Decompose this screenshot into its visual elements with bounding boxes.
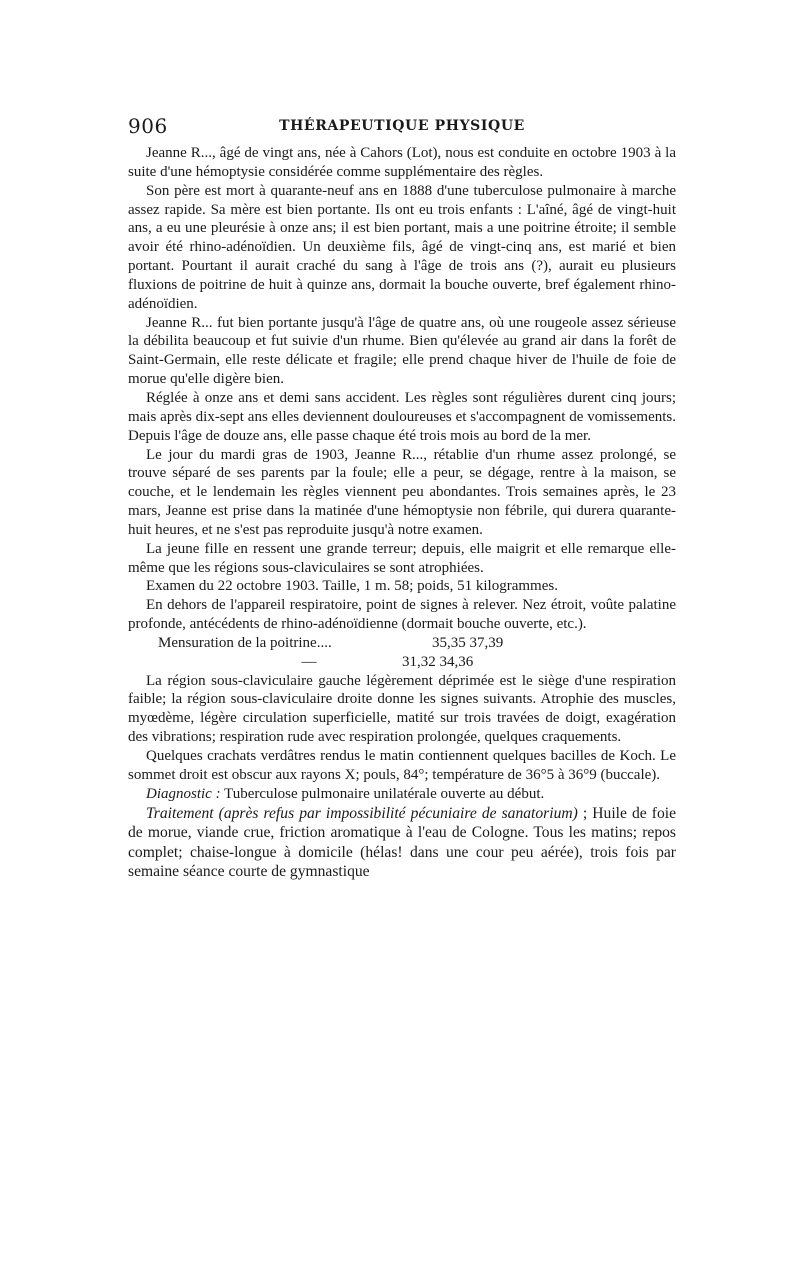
paragraph-terror: La jeune fille en ressent une grande terreur; depuis, elle maigrit et elle remarque elle-même que les régions sous-claviculaires se sont atrophiées.: [128, 540, 676, 576]
paragraph-menses: Réglée à onze ans et demi sans accident. Les règles sont régulières durent cinq jours; mais après dix-sept ans elles deviennent douloureuses et s'accompagnent de vomissements. Depuis l'âge de douze ans, elle passe chaque été trois mois au bord de la mer.: [128, 389, 676, 444]
paragraph-diagnostic: [128, 785, 676, 804]
diagnostic-text: Tuberculose pulmonaire unilatérale ouverte au début.: [220, 785, 545, 802]
paragraph-childhood: Jeanne R... fut bien portante jusqu'à l'âge de quatre ans, où une rougeole assez sérieuse la débilita beaucoup et fut suivie d'un rhume. Bien qu'élevée au grand air dans la forêt de Saint-Germain, elle reste délicate et fragile; elle prend chaque hiver de l'huile de foie de morue qu'elle digère bien.: [128, 314, 676, 388]
paragraph-exam-findings: En dehors de l'appareil respiratoire, point de signes à relever. Nez étroit, voûte palatine profonde, antécédents de rhino-adénoïdienne (dormait bouche ouverte, etc.).: [128, 597, 676, 633]
measurement-label: Mensuration de la poitrine....: [158, 634, 332, 651]
measurement-values-2: 31,32 34,36: [402, 653, 474, 670]
paragraph-exam-date: Examen du 22 octobre 1903. Taille, 1 m. 58; poids, 51 kilogrammes.: [146, 578, 558, 595]
measurement-row-1: [128, 634, 676, 653]
paragraph-onset: Le jour du mardi gras de 1903, Jeanne R..., rétablie d'un rhume assez prolongé, se trouve séparé de ses parents par la foule; elle a peur, se dégage, rentre à la maison, se couche, et le lendemain les règles viennent peu abondantes. Trois semaines après, le 23 mars, Jeanne est prise dans la matinée d'une hémoptysie non fébrile, qui durera quarante-huit heures, et ne s'est pas reproduite jusqu'à notre examen.: [128, 446, 676, 538]
measurement-row-2: [128, 653, 676, 672]
paragraph-treatment: [128, 804, 676, 882]
measurement-ditto-dash: —: [301, 653, 317, 670]
body-text: [128, 144, 676, 882]
running-title: THÉRAPEUTIQUE PHYSIQUE: [279, 118, 525, 134]
page-header: [128, 100, 676, 144]
treatment-text: ; Huile de foie de morue, viande crue, friction aromatique à l'eau de Cologne. Tous les matins; repos complet; chaise-longue à domicile (hélas! dans une cour peu aérée), trois fois par semaine séance courte de gymnastique: [128, 804, 676, 881]
paragraph-auscultation: La région sous-claviculaire gauche légèrement déprimée est le siège d'une respiration faible; la région sous-claviculaire droite donne les signes suivants. Atrophie des muscles, myœdème, légère circulation superficielle, matité sur trois travées de doigt, exagération des vibrations; respiration rude avec respiration prolongée, quelques craquements.: [128, 672, 676, 746]
paragraph-family-history: Son père est mort à quarante-neuf ans en 1888 d'une tuberculose pulmonaire à marche assez rapide. Sa mère est bien portante. Ils ont eu trois enfants : L'aîné, âgé de vingt-huit ans, a eu une pleurésie à onze ans; il est bien portant, mais a une poitrine étroite; il semble avoir été rhino-adénoïdien. Un deuxième fils, âgé de vingt-cinq ans, est marié et bien portant. Pourtant il aurait craché du sang à l'âge de trois ans (?), aurait eu plusieurs fluxions de poitrine de huit à quinze ans, dormait la bouche ouverte, bref également rhino-adénoïdien.: [128, 182, 676, 312]
book-page: [128, 100, 676, 882]
measurement-values-1: 35,35 37,39: [432, 634, 504, 651]
paragraph-intro: Jeanne R..., âgé de vingt ans, née à Cahors (Lot), nous est conduite en octobre 1903 à la suite d'une hémoptysie considérée comme supplémentaire des règles.: [128, 145, 676, 180]
paragraph-sputum: Quelques crachats verdâtres rendus le matin contiennent quelques bacilles de Koch. Le sommet droit est obscur aux rayons X; pouls, 84°; température de 36°5 à 36°9 (buccale).: [128, 748, 676, 783]
page-number: 906: [128, 114, 168, 138]
diagnostic-label: Diagnostic :: [146, 785, 221, 802]
treatment-label: Traitement (après refus par impossibilité pécuniaire de sanatorium): [146, 804, 578, 822]
